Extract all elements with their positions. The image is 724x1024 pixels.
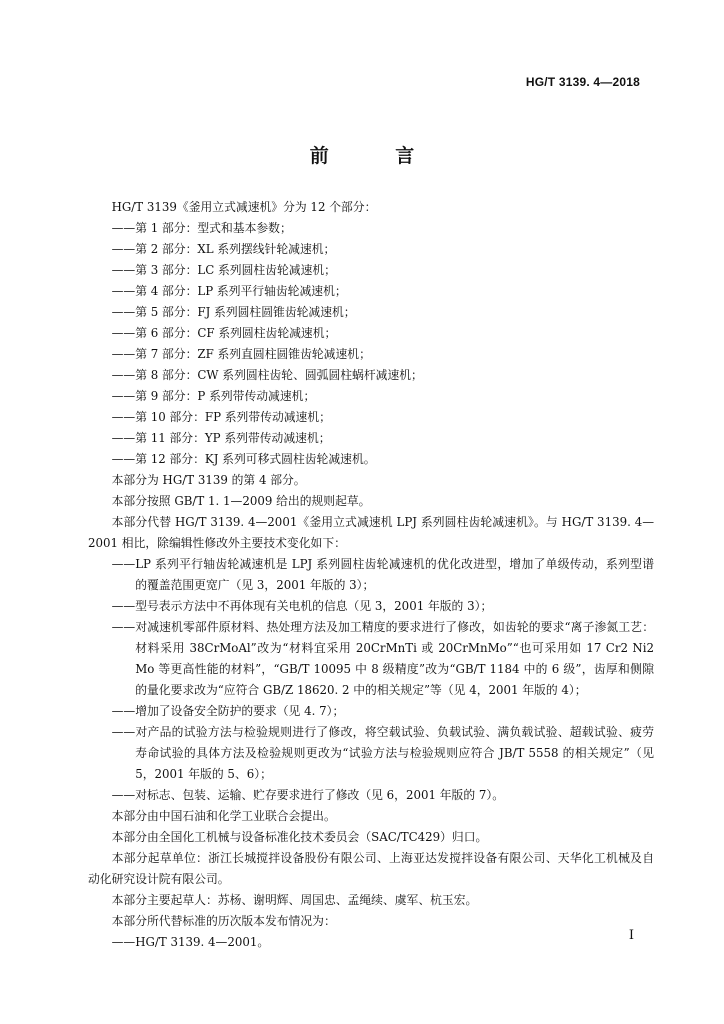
part-list-item: ——第 10 部分：FP 系列带传动减速机； xyxy=(111,410,331,424)
proposed-paragraph: 本部分由中国石油和化学工业联合会提出。 xyxy=(111,809,336,823)
part-list-item: ——第 4 部分：LP 系列平行轴齿轮减速机； xyxy=(111,284,347,298)
change-item: ——型号表示方法中不再体现有关电机的信息（见 3，2001 年版的 3）； xyxy=(111,599,493,613)
page-number: I xyxy=(628,928,634,943)
part-list-item: ——第 9 部分：P 系列带传动减速机； xyxy=(111,389,316,403)
history-paragraph: 本部分所代替标准的历次版本发布情况为： xyxy=(111,914,336,928)
document-code: HG/T 3139. 4—2018 xyxy=(525,75,640,89)
change-item: ——LP 系列平行轴齿轮减速机是 LPJ 系列圆柱齿轮减速机的优化改进型，增加了单级传动，系列型谱的覆盖范围更宽广（见 3，2001 年版的 3）； xyxy=(111,557,654,592)
change-item: ——对减速机零部件原材料、热处理方法及加工精度的要求进行了修改，如齿轮的要求“离子渗氮工艺：材料采用 38CrMoAl”改为“材料宜采用 20CrMnTi 或 20CrMnMo”“也可采用如 17 Cr2 Ni2 Mo 等更高性能的材料”，“GB/T 10095 中 8 级精度”改为“GB/T 1184 中的 6 级”，齿厚和侧隙的量化要求改为“应符合 GB/Z 18620. 2 中的相关规定”等（见 4，2001 年版的 4）； xyxy=(111,620,654,697)
change-item: ——增加了设备安全防护的要求（见 4. 7）； xyxy=(111,704,345,718)
intro-paragraph: HG/T 3139《釜用立式减速机》分为 12 个部分： xyxy=(111,200,377,214)
drafting-units-paragraph: 本部分起草单位：浙江长城搅拌设备股份有限公司、上海亚达发搅拌设备有限公司、天华化工机械及自动化研究设计院有限公司。 xyxy=(88,851,654,886)
part-list-item: ——第 8 部分：CW 系列圆柱齿轮、圆弧圆柱蜗杆减速机； xyxy=(111,368,423,382)
rules-paragraph: 本部分按照 GB/T 1. 1—2009 给出的规则起草。 xyxy=(111,494,371,508)
part-list-item: ——第 11 部分：YP 系列带传动减速机； xyxy=(111,431,331,445)
part-list-item: ——第 12 部分：KJ 系列可移式圆柱齿轮减速机。 xyxy=(111,452,376,466)
part-list-item: ——第 1 部分：型式和基本参数； xyxy=(111,221,292,235)
part-list-item: ——第 2 部分：XL 系列摆线针轮减速机； xyxy=(111,242,336,256)
centralized-paragraph: 本部分由全国化工机械与设备标准化技术委员会（SAC/TC429）归口。 xyxy=(111,830,488,844)
change-item: ——对产品的试验方法与检验规则进行了修改，将空载试验、负载试验、满负载试验、超载试验、疲劳寿命试验的具体方法及检验规则更改为“试验方法与检验规则应符合 JB/T 5558 的相关规定”（见 5，2001 年版的 5、6）； xyxy=(111,725,654,781)
drafters-paragraph: 本部分主要起草人：苏杨、谢明辉、周国忠、孟绳续、虞军、杭玉宏。 xyxy=(111,893,478,907)
part-list-item: ——第 7 部分：ZF 系列直圆柱圆锥齿轮减速机； xyxy=(111,347,371,361)
foreword-body xyxy=(88,197,654,953)
page-title: 前 言 xyxy=(309,145,445,167)
part-of-paragraph: 本部分为 HG/T 3139 的第 4 部分。 xyxy=(111,473,306,487)
part-list-item: ——第 5 部分：FJ 系列圆柱圆锥齿轮减速机； xyxy=(111,305,356,319)
part-list-item: ——第 3 部分：LC 系列圆柱齿轮减速机； xyxy=(111,263,336,277)
history-item: ——HG/T 3139. 4—2001。 xyxy=(111,935,270,949)
part-list-item: ——第 6 部分：CF 系列圆柱齿轮减速机； xyxy=(111,326,337,340)
change-item: ——对标志、包装、运输、贮存要求进行了修改（见 6，2001 年版的 7）。 xyxy=(111,788,505,802)
replace-paragraph: 本部分代替 HG/T 3139. 4—2001《釜用立式减速机 LPJ 系列圆柱齿轮减速机》。与 HG/T 3139. 4—2001 相比，除编辑性修改外主要技术变化如下： xyxy=(88,515,654,550)
